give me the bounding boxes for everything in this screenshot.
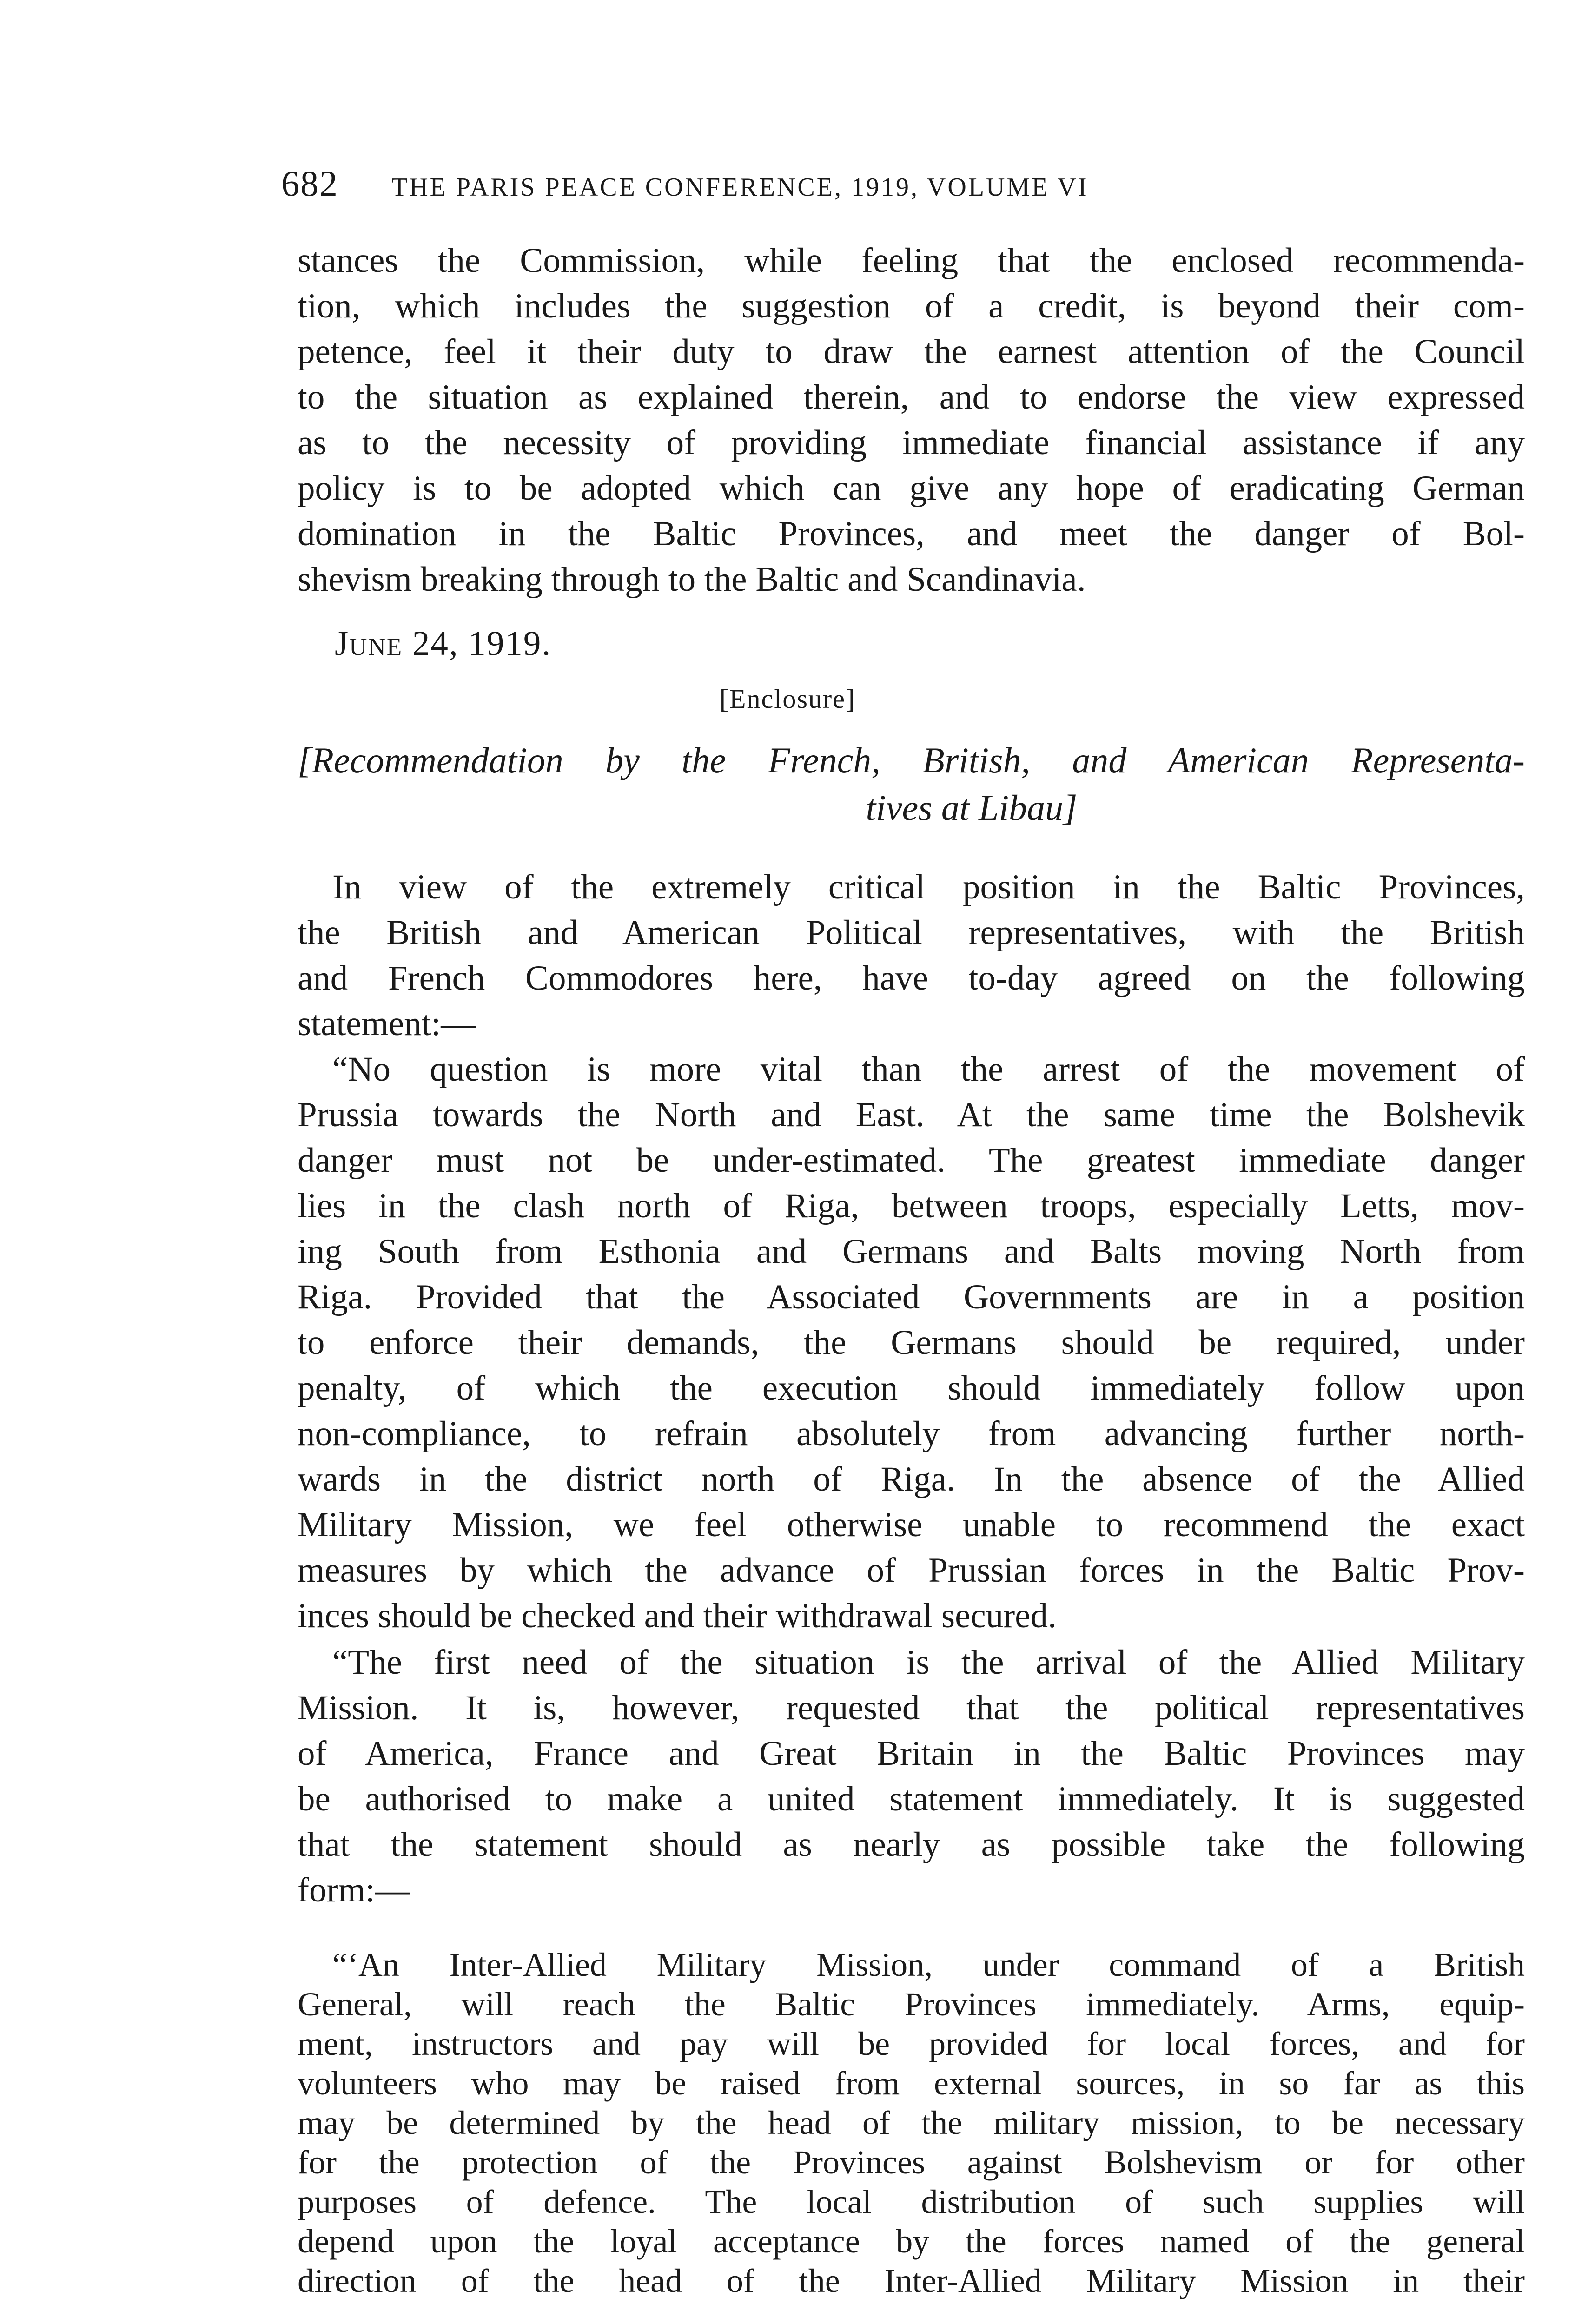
text-line: of America, France and Great Britain in the Baltic Provinces may xyxy=(298,1734,1525,1773)
text-line: non-compliance, to refrain absolutely from advancing further north- xyxy=(298,1414,1525,1453)
text-line: for the protection of the Provinces against Bolshevism or for other xyxy=(298,2144,1525,2181)
text-line: In view of the extremely critical position in the Baltic Provinces, xyxy=(332,868,1525,906)
text-line: ment, instructors and pay will be provided for local forces, and for xyxy=(298,2025,1525,2062)
text-line: form:— xyxy=(298,1871,410,1909)
text-line: lies in the clash north of Riga, between troops, especially Letts, mov- xyxy=(298,1187,1525,1225)
text-line: Riga. Provided that the Associated Governments are in a position xyxy=(298,1278,1525,1316)
text-line: Prussia towards the North and East. At the same time the Bolshevik xyxy=(298,1096,1525,1134)
intro-paragraph xyxy=(298,238,1525,602)
recommendation-heading xyxy=(298,737,1525,832)
text-line: domination in the Baltic Provinces, and meet the danger of Bol- xyxy=(298,515,1525,553)
text-line: to the situation as explained therein, and to endorse the view expressed xyxy=(298,378,1525,416)
text-line: General, will reach the Baltic Provinces immediately. Arms, equip- xyxy=(298,1986,1525,2023)
paragraph-3 xyxy=(298,1640,1525,1913)
text-line: “‘An Inter-Allied Military Mission, under command of a British xyxy=(332,1946,1525,1983)
quoted-statement xyxy=(298,1945,1525,2301)
text-line: petence, feel it their duty to draw the earnest attention of the Council xyxy=(298,332,1525,371)
text-line: tion, which includes the suggestion of a credit, is beyond their com- xyxy=(298,287,1525,325)
date-line: June 24, 1919. xyxy=(335,624,552,663)
text-line: danger must not be under-estimated. The greatest immediate danger xyxy=(298,1141,1525,1180)
page-header xyxy=(281,163,1536,218)
text-line: depend upon the loyal acceptance by the forces named of the general xyxy=(298,2223,1525,2260)
text-line: “The first need of the situation is the arrival of the Allied Military xyxy=(332,1643,1525,1682)
paragraph-1 xyxy=(298,865,1525,1047)
text-line: be authorised to make a united statement immediately. It is suggested xyxy=(298,1780,1525,1818)
text-line: policy is to be adopted which can give any hope of eradicating German xyxy=(298,469,1525,508)
text-line: statement:— xyxy=(298,1004,476,1043)
page-number: 682 xyxy=(281,163,338,204)
running-head: THE PARIS PEACE CONFERENCE, 1919, VOLUME VI xyxy=(391,173,1089,202)
text-line: wards in the district north of Riga. In the absence of the Allied xyxy=(298,1460,1525,1499)
text-line: the British and American Political representatives, with the British xyxy=(298,913,1525,952)
text-line: shevism breaking through to the Baltic and Scandinavia. xyxy=(298,560,1086,599)
text-line: ing South from Esthonia and Germans and Balts moving North from xyxy=(298,1232,1525,1271)
text-line: and French Commodores here, have to-day agreed on the following xyxy=(298,959,1525,997)
text-line: purposes of defence. The local distribution of such supplies will xyxy=(298,2183,1525,2220)
text-line: direction of the head of the Inter-Allied Military Mission in their xyxy=(298,2262,1525,2299)
text-line: “No question is more vital than the arrest of the movement of xyxy=(332,1050,1525,1089)
text-line: stances the Commission, while feeling that the enclosed recommenda- xyxy=(298,241,1525,280)
text-line: penalty, of which the execution should immediately follow upon xyxy=(298,1369,1525,1407)
text-line: inces should be checked and their withdrawal secured. xyxy=(298,1597,1057,1635)
text-line: that the statement should as nearly as possible take the following xyxy=(298,1825,1525,1864)
text-line: may be determined by the head of the military mission, to be necessary xyxy=(298,2104,1525,2141)
text-line: volunteers who may be raised from external sources, in so far as this xyxy=(298,2065,1525,2102)
enclosure-label: [Enclosure] xyxy=(719,684,856,714)
recommendation-heading-line: tives at Libau] xyxy=(866,787,1078,828)
text-line: measures by which the advance of Prussian forces in the Baltic Prov- xyxy=(298,1551,1525,1590)
recommendation-heading-line: [Recommendation by the French, British, and American Representa- xyxy=(298,740,1525,780)
text-line: Mission. It is, however, requested that the political representatives xyxy=(298,1689,1525,1727)
text-line: Military Mission, we feel otherwise unable to recommend the exact xyxy=(298,1505,1525,1544)
paragraph-2 xyxy=(298,1047,1525,1639)
text-line: to enforce their demands, the Germans should be required, under xyxy=(298,1323,1525,1362)
text-line: as to the necessity of providing immediate financial assistance if any xyxy=(298,423,1525,462)
